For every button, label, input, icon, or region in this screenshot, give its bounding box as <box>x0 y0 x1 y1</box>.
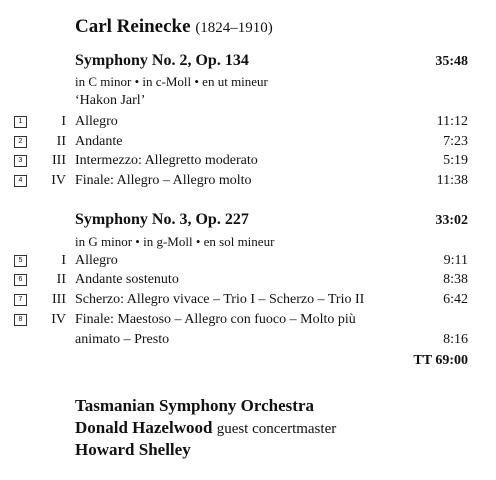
movement-numeral: III <box>52 153 66 168</box>
track-number-1: 1 <box>14 116 27 128</box>
movement-duration: 11:12 <box>436 114 468 129</box>
movement-numeral: III <box>52 292 66 307</box>
movement-title: Andante sostenuto <box>75 272 179 287</box>
movement-numeral: II <box>56 134 66 149</box>
track-number-4: 4 <box>14 175 27 187</box>
movement-title: Finale: Maestoso – Allegro con fuoco – Molto più <box>75 312 356 327</box>
track-number-5: 5 <box>14 255 27 267</box>
movement-duration: 7:23 <box>443 134 468 149</box>
concertmaster-name: Donald Hazelwood <box>75 418 213 437</box>
symphony-2-key: in C minor • in c-Moll • en ut mineur <box>75 74 268 89</box>
total-time: TT 69:00 <box>413 353 468 368</box>
movement-duration: 9:11 <box>443 253 468 268</box>
movement-title: Allegro <box>75 114 118 129</box>
orchestra-name: Tasmanian Symphony Orchestra <box>75 396 314 415</box>
track-number-6: 6 <box>14 274 27 286</box>
movement-title: Intermezzo: Allegretto moderato <box>75 153 258 168</box>
movement-title: Allegro <box>75 253 118 268</box>
movement-numeral: I <box>61 253 66 268</box>
movement-duration: 11:38 <box>436 173 468 188</box>
track-number-3: 3 <box>14 155 27 167</box>
conductor-name: Howard Shelley <box>75 440 191 459</box>
symphony-2-nickname: ‘Hakon Jarl’ <box>75 93 146 108</box>
movement-numeral: I <box>61 114 66 129</box>
composer-heading <box>75 16 273 38</box>
symphony-2-title: Symphony No. 2, Op. 134 <box>75 52 249 69</box>
track-number-8: 8 <box>14 314 27 326</box>
concertmaster-line <box>75 418 336 438</box>
symphony-3-duration: 33:02 <box>435 213 468 228</box>
composer-name: Carl Reinecke <box>75 16 191 37</box>
movement-numeral: IV <box>51 312 66 327</box>
movement-title: Andante <box>75 134 123 149</box>
movement-title: Scherzo: Allegro vivace – Trio I – Scherzo – Trio II <box>75 292 365 307</box>
movement-duration: 8:38 <box>443 272 468 287</box>
movement-numeral: II <box>56 272 66 287</box>
concertmaster-role: guest concertmaster <box>216 421 337 437</box>
track-number-2: 2 <box>14 136 27 148</box>
track-number-7: 7 <box>14 294 27 306</box>
movement-duration: 8:16 <box>443 332 468 347</box>
movement-duration: 5:19 <box>443 153 468 168</box>
movement-title-continued: animato – Presto <box>75 332 170 347</box>
symphony-2-duration: 35:48 <box>435 54 468 69</box>
movement-duration: 6:42 <box>443 292 468 307</box>
movement-title: Finale: Allegro – Allegro molto <box>75 173 252 188</box>
movement-numeral: IV <box>51 173 66 188</box>
symphony-3-title: Symphony No. 3, Op. 227 <box>75 211 249 228</box>
symphony-3-key: in G minor • in g-Moll • en sol mineur <box>75 234 275 249</box>
composer-dates: (1824–1910) <box>195 20 273 36</box>
